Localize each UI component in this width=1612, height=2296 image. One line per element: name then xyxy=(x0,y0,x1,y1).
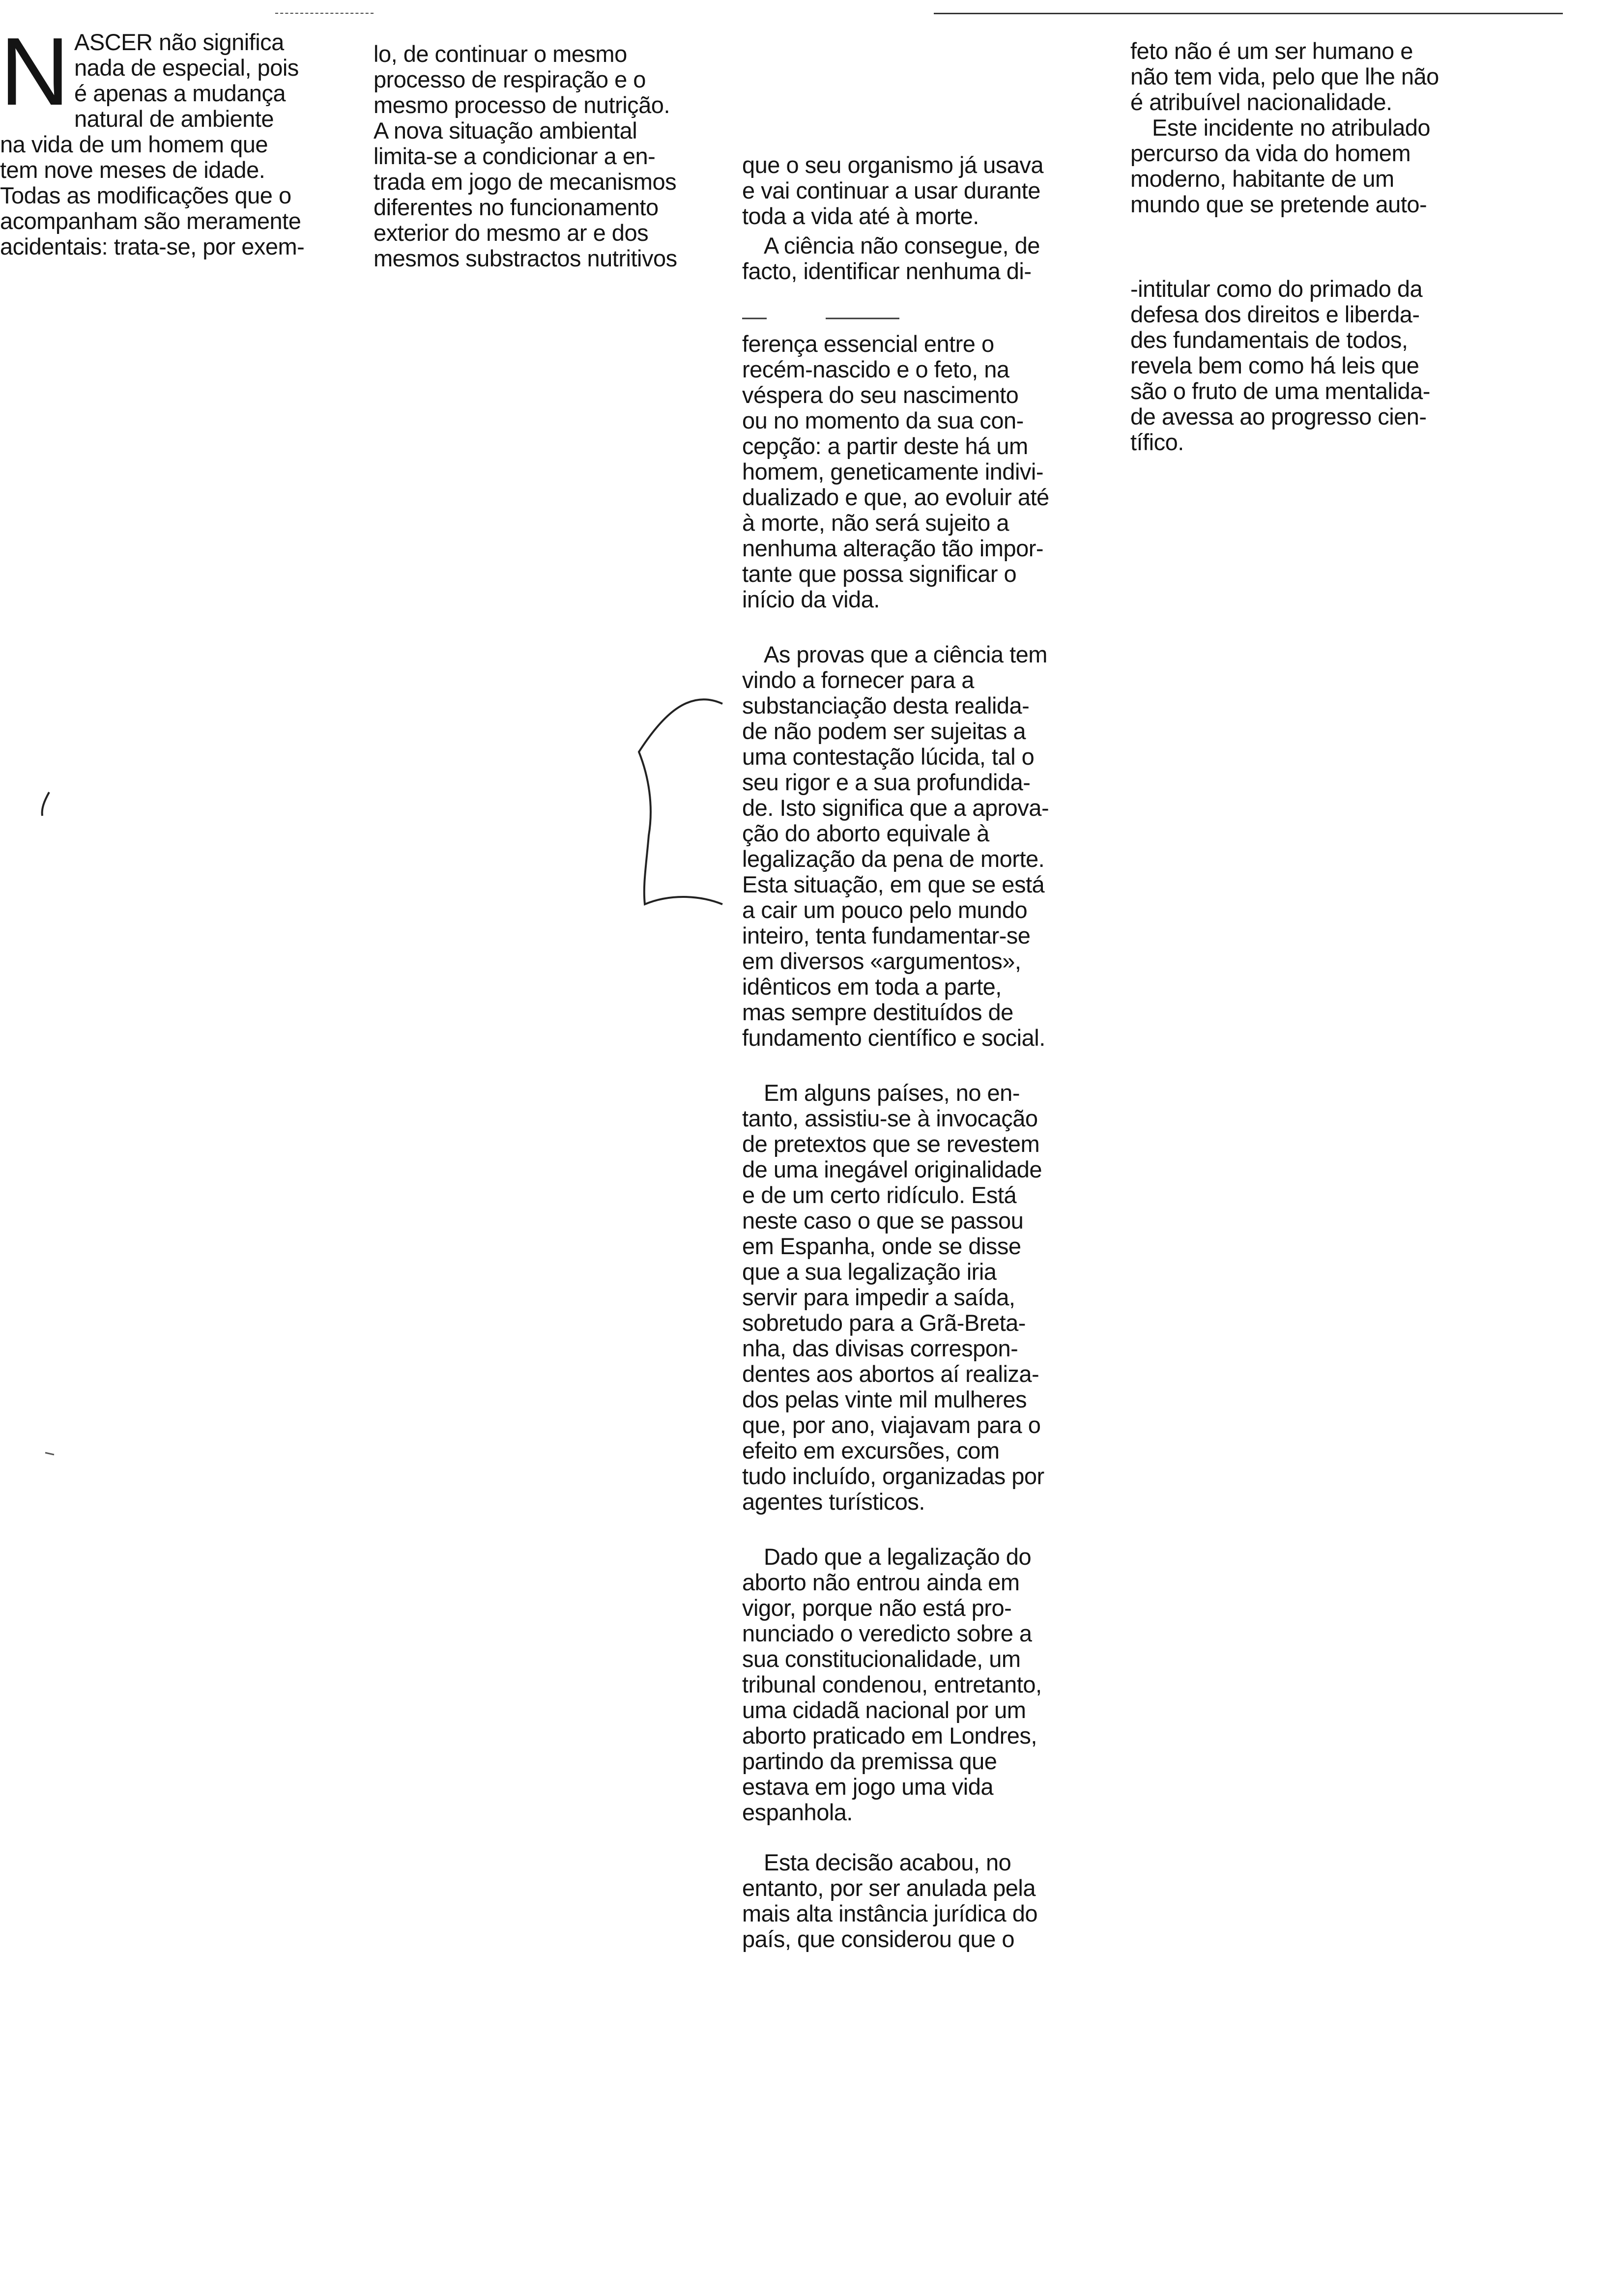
paragraph: ferença essencial entre o recém-nascido e o feto, na véspera do seu nascimento ou no momento da sua con- cepção: a partir deste há um homem, geneticamente indivi- dualizado e que, ao evoluir até à morte, não será sujeito a nenhuma alteração tão impor- tante que possa significar o início da vida. xyxy=(742,331,1049,612)
paragraph: lo, de continuar o mesmo processo de respiração e o mesmo processo de nutrição. A nova situação ambiental limita-se a condicionar a en- trada em jogo de mecanismos diferentes no funcionamento exterior do mesmo ar e dos mesmos substractos nutritivos xyxy=(374,41,677,271)
column-1 xyxy=(0,18,344,278)
drop-cap: N xyxy=(0,18,70,125)
column-2 xyxy=(374,41,718,290)
paragraph: As provas que a ciência tem vindo a fornecer para a substanciação desta realida- de não podem ser sujeitas a uma contestação lúcida, tal o seu rigor e a sua profundida- de. Isto significa que a aprova- ção do aborto equivale à legalização da pena de morte. Esta situação, em que se está a cair um pouco pelo mundo inteiro, tenta fundamentar-se em diversos «argumentos», idênticos em toda a parte, mas sempre destituídos de fundamento científico e social. xyxy=(742,641,1049,1051)
column-3 xyxy=(742,152,1086,1971)
paragraph: feto não é um ser humano e não tem vida, pelo que lhe não é atribuível nacionalidade. xyxy=(1130,38,1439,115)
paragraph: Em alguns países, no en- tanto, assistiu-se à invocação de pretextos que se revestem de uma inegável originalidade e de um certo ridículo. Está neste caso o que se passou em Espanha, onde se disse que a sua legalização iria servir para impedir a saída, sobretudo para a Grã-Breta- nha, das divisas correspon- dentes aos abortos aí realiza- dos pelas vinte mil mulheres que, por ano, viajavam para o efeito em excursões, com tudo incluído, organizadas por agentes turísticos. xyxy=(742,1080,1044,1515)
paragraph: Dado que a legalização do aborto não entrou ainda em vigor, porque não está pro- nunciado o veredicto sobre a sua constitucionalidade, um tribunal condenou, entretanto, uma cidadã nacional por um aborto praticado em Londres, partindo da premissa que estava em jogo uma vida espanhola. xyxy=(742,1544,1042,1825)
paragraph: Esta decisão acabou, no entanto, por ser anulada pela mais alta instância jurídica do país, que considerou que o xyxy=(742,1849,1038,1952)
paragraph: Este incidente no atribulado percurso da vida do homem moderno, habitante de um mundo que se pretende auto- xyxy=(1130,115,1431,217)
paragraph: -intitular como do primado da defesa dos direitos e liberda- des fundamentais de todos, revela bem como há leis que são o fruto de uma mentalida- de avessa ao progresso cien- tífico. xyxy=(1130,276,1430,455)
paragraph: ASCER não significa nada de especial, pois é apenas a mudança natural de ambiente na vida de um homem que tem nove meses de idade. Todas as modificações que o acompanham são meramente acidentais: trata-se, por exem- xyxy=(0,29,305,259)
paragraph: A ciência não consegue, de facto, identificar nenhuma di- xyxy=(742,232,1040,284)
column-4 xyxy=(1130,38,1484,474)
paragraph: que o seu organismo já usava e vai continuar a usar durante toda a vida até à morte. xyxy=(742,152,1044,229)
